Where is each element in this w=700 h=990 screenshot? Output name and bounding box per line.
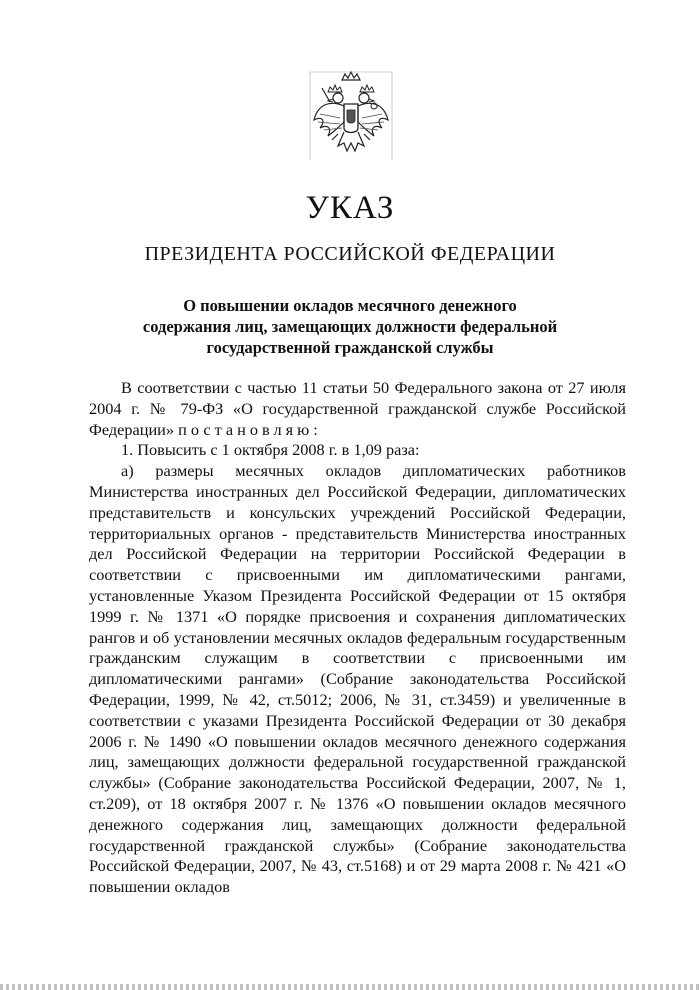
heading-line: О повышении окладов месячного денежного xyxy=(183,296,517,315)
sub-item-a: а) размеры месячных окладов дипломатических работников Министерства иностранных дел Российской Федерации, дипломатических представительств и консульских учреждений Российской Федерации, территориальных органов - представительств Министерства иностранных дел Российской Федерации на территории Российской Федерации в соответствии с присвоенными им дипломатическими рангами, установленные Указом Президента Российской Федерации от 15 октября 1999 г. № 1371 «О порядке присвоения и сохранения дипломатических рангов и об установлении месячных окладов федеральным государственным гражданским служащим в соответствии с присвоенными им дипломатическими рангами» (Собрание законодательства Российской Федерации, 1999, № 42, ст.5012; 2006, № 31, ст.3459) и увеличенные в соответствии с указами Президента Российской Федерации от 30 декабря 2006 г. № 1490 «О повышении окладов месячного денежного содержания лиц, замещающих должности федеральной государственной гражданской службы» (Собрание законодательства Российской Федерации, 2007, № 1, ст.209), от 18 октября 2007 г. № 1376 «О повышении окладов месячного денежного содержания лиц, замещающих должности федеральной государственной гражданской службы» (Собрание законодательства Российской Федерации, 2007, № 43, ст.5168) и от 29 марта 2008 г. № 421 «О повышении окладов xyxy=(89,461,626,897)
page-bottom-edge xyxy=(0,984,700,990)
heading-line: содержания лиц, замещающих должности федеральной xyxy=(142,317,558,336)
intro-paragraph xyxy=(89,378,626,440)
document-title: УКАЗ xyxy=(305,190,395,226)
intro-text: В соответствии с частью 11 статьи 50 Федерального закона от 27 июля 2004 г. № 79-ФЗ «О государственной гражданской службе Российской Федерации» xyxy=(89,378,626,439)
heading-line: государственной гражданской службы xyxy=(206,338,494,357)
decree-body xyxy=(89,378,626,898)
intro-resolution: постановляю: xyxy=(178,419,322,439)
document-subtitle: ПРЕЗИДЕНТА РОССИЙСКОЙ ФЕДЕРАЦИИ xyxy=(144,243,556,265)
decree-heading xyxy=(0,295,700,358)
item-1: 1. Повысить с 1 октября 2008 г. в 1,09 раза: xyxy=(121,440,420,460)
coat-of-arms-icon xyxy=(308,70,394,166)
